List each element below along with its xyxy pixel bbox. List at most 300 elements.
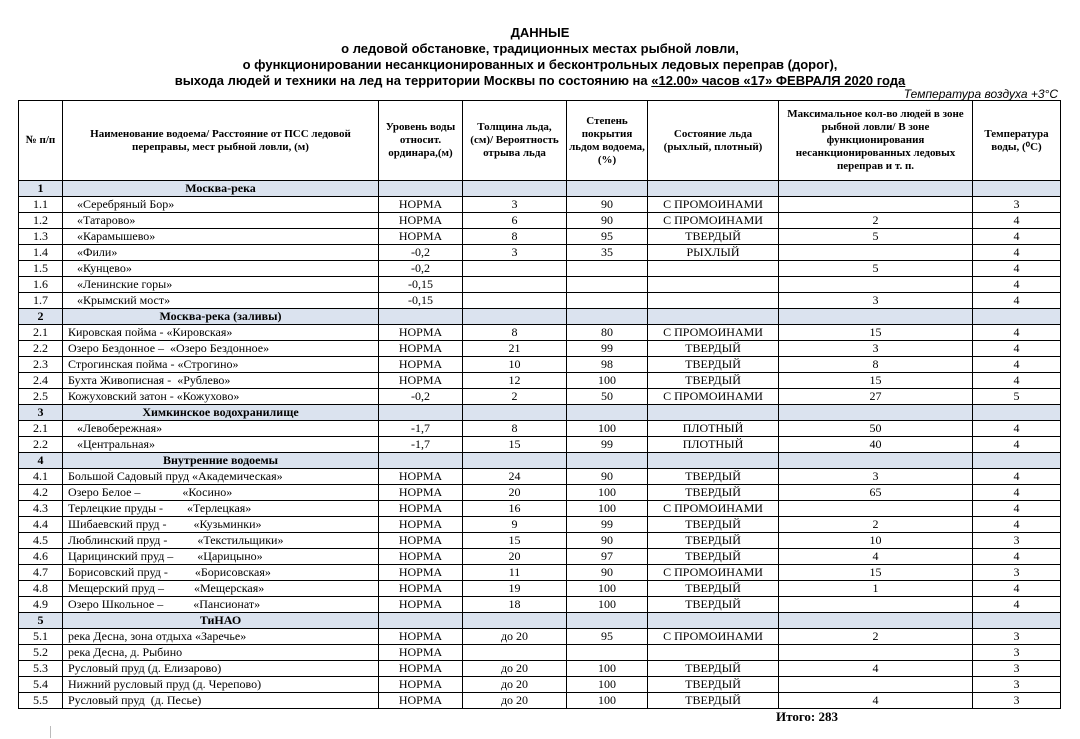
row-level: -1,7 xyxy=(379,437,463,453)
row-thickness: 24 xyxy=(463,469,567,485)
row-thickness: 15 xyxy=(463,533,567,549)
row-level: НОРМА xyxy=(379,693,463,709)
row-thickness: 8 xyxy=(463,229,567,245)
section-cell xyxy=(973,309,1061,325)
row-water-temp: 4 xyxy=(973,245,1061,261)
table-row xyxy=(19,197,1061,213)
row-name: «Крымский мост» xyxy=(63,293,379,309)
row-state: С ПРОМОИНАМИ xyxy=(648,325,779,341)
row-state: ТВЕРДЫЙ xyxy=(648,485,779,501)
table-row xyxy=(19,469,1061,485)
row-coverage: 90 xyxy=(567,197,648,213)
row-name: Терлецкие пруды - «Терлецкая» xyxy=(63,501,379,517)
row-state: ТВЕРДЫЙ xyxy=(648,533,779,549)
section-cell xyxy=(648,309,779,325)
row-level: НОРМА xyxy=(379,629,463,645)
row-thickness: 19 xyxy=(463,581,567,597)
section-cell xyxy=(779,181,973,197)
section-row xyxy=(19,453,1061,469)
row-people: 4 xyxy=(779,661,973,677)
row-name: река Десна, зона отдыха «Заречье» xyxy=(63,629,379,645)
row-people: 4 xyxy=(779,549,973,565)
section-row xyxy=(19,181,1061,197)
page-edge-mark xyxy=(50,726,51,738)
section-title: Москва-река (заливы) xyxy=(63,309,379,325)
row-state: ПЛОТНЫЙ xyxy=(648,421,779,437)
section-num: 4 xyxy=(19,453,63,469)
row-coverage: 100 xyxy=(567,581,648,597)
row-coverage: 50 xyxy=(567,389,648,405)
row-thickness: 20 xyxy=(463,485,567,501)
row-state: ТВЕРДЫЙ xyxy=(648,677,779,693)
row-state: С ПРОМОИНАМИ xyxy=(648,501,779,517)
row-water-temp: 3 xyxy=(973,533,1061,549)
row-state xyxy=(648,645,779,661)
section-cell xyxy=(379,613,463,629)
row-water-temp: 3 xyxy=(973,677,1061,693)
section-cell xyxy=(973,453,1061,469)
section-cell xyxy=(463,405,567,421)
row-thickness: 21 xyxy=(463,341,567,357)
row-num: 4.7 xyxy=(19,565,63,581)
row-level: НОРМА xyxy=(379,325,463,341)
row-level: НОРМА xyxy=(379,565,463,581)
row-coverage xyxy=(567,277,648,293)
row-water-temp: 4 xyxy=(973,229,1061,245)
row-num: 1.6 xyxy=(19,277,63,293)
row-people: 2 xyxy=(779,213,973,229)
table-row xyxy=(19,245,1061,261)
row-thickness: до 20 xyxy=(463,677,567,693)
row-thickness: 3 xyxy=(463,197,567,213)
row-name: «Карамышево» xyxy=(63,229,379,245)
table-row xyxy=(19,293,1061,309)
table-row xyxy=(19,581,1061,597)
section-cell xyxy=(463,181,567,197)
row-water-temp: 3 xyxy=(973,693,1061,709)
row-name: Строгинская пойма - «Строгино» xyxy=(63,357,379,373)
row-thickness: 2 xyxy=(463,389,567,405)
section-cell xyxy=(648,181,779,197)
row-coverage: 95 xyxy=(567,629,648,645)
row-num: 4.8 xyxy=(19,581,63,597)
row-people: 65 xyxy=(779,485,973,501)
row-num: 2.4 xyxy=(19,373,63,389)
row-name: Озеро Белое – «Косино» xyxy=(63,485,379,501)
table-row xyxy=(19,229,1061,245)
section-cell xyxy=(973,613,1061,629)
row-name: «Центральная» xyxy=(63,437,379,453)
row-water-temp: 4 xyxy=(973,277,1061,293)
row-level: -0,2 xyxy=(379,389,463,405)
col-header-people: Максимальное кол-во людей в зоне рыбной ловли/ В зоне функционирования несанкционированных ледовых переправ и т. п. xyxy=(779,101,973,181)
row-thickness: до 20 xyxy=(463,629,567,645)
section-cell xyxy=(779,453,973,469)
row-state: ТВЕРДЫЙ xyxy=(648,581,779,597)
row-thickness: 10 xyxy=(463,357,567,373)
row-num: 5.3 xyxy=(19,661,63,677)
row-water-temp: 4 xyxy=(973,373,1061,389)
table-row xyxy=(19,661,1061,677)
table-row xyxy=(19,629,1061,645)
row-water-temp: 4 xyxy=(973,261,1061,277)
section-cell xyxy=(973,405,1061,421)
row-name: Большой Садовый пруд «Академическая» xyxy=(63,469,379,485)
row-level: НОРМА xyxy=(379,485,463,501)
col-header-level: Уровень воды относит. ординара,(м) xyxy=(379,101,463,181)
row-water-temp: 4 xyxy=(973,485,1061,501)
section-num: 2 xyxy=(19,309,63,325)
section-cell xyxy=(379,309,463,325)
row-level: -0,2 xyxy=(379,261,463,277)
table-row xyxy=(19,357,1061,373)
section-cell xyxy=(463,309,567,325)
section-cell xyxy=(379,181,463,197)
doc-subtitle-1: о ледовой обстановке, традиционных местах рыбной ловли, xyxy=(341,41,739,56)
table-row xyxy=(19,645,1061,661)
row-level: НОРМА xyxy=(379,661,463,677)
table-row xyxy=(19,261,1061,277)
section-cell xyxy=(973,181,1061,197)
row-thickness: 8 xyxy=(463,421,567,437)
row-people: 15 xyxy=(779,565,973,581)
table-header-row xyxy=(19,101,1061,181)
row-state xyxy=(648,277,779,293)
row-water-temp: 4 xyxy=(973,325,1061,341)
row-num: 2.2 xyxy=(19,341,63,357)
row-water-temp: 4 xyxy=(973,357,1061,373)
row-water-temp: 4 xyxy=(973,581,1061,597)
row-name: «Серебряный Бор» xyxy=(63,197,379,213)
row-coverage: 90 xyxy=(567,469,648,485)
row-level: НОРМА xyxy=(379,229,463,245)
row-name: «Левобережная» xyxy=(63,421,379,437)
row-people: 2 xyxy=(779,517,973,533)
table-row xyxy=(19,373,1061,389)
doc-date: «12.00» часов «17» ФЕВРАЛЯ 2020 года xyxy=(651,73,906,88)
row-name: Кожуховский затон - «Кожухово» xyxy=(63,389,379,405)
row-water-temp: 4 xyxy=(973,469,1061,485)
section-cell xyxy=(567,405,648,421)
row-people xyxy=(779,501,973,517)
row-water-temp: 5 xyxy=(973,389,1061,405)
col-header-water-temp: Температура воды, (⁰С) xyxy=(973,101,1061,181)
row-num: 4.1 xyxy=(19,469,63,485)
row-name: «Кунцево» xyxy=(63,261,379,277)
row-num: 4.9 xyxy=(19,597,63,613)
row-level: НОРМА xyxy=(379,581,463,597)
row-num: 1.1 xyxy=(19,197,63,213)
row-people: 1 xyxy=(779,581,973,597)
row-coverage: 90 xyxy=(567,213,648,229)
row-name: Кировская пойма - «Кировская» xyxy=(63,325,379,341)
row-num: 2.1 xyxy=(19,325,63,341)
section-cell xyxy=(648,453,779,469)
row-state: РЫХЛЫЙ xyxy=(648,245,779,261)
row-people: 27 xyxy=(779,389,973,405)
section-cell xyxy=(567,613,648,629)
row-people: 10 xyxy=(779,533,973,549)
row-level: НОРМА xyxy=(379,197,463,213)
row-level: -1,7 xyxy=(379,421,463,437)
section-cell xyxy=(648,405,779,421)
section-row xyxy=(19,405,1061,421)
table-row xyxy=(19,437,1061,453)
row-num: 5.4 xyxy=(19,677,63,693)
row-state: С ПРОМОИНАМИ xyxy=(648,565,779,581)
row-state: С ПРОМОИНАМИ xyxy=(648,629,779,645)
row-people xyxy=(779,597,973,613)
row-name: река Десна, д. Рыбино xyxy=(63,645,379,661)
doc-title: ДАННЫЕ xyxy=(510,25,570,40)
row-name: «Ленинские горы» xyxy=(63,277,379,293)
section-cell xyxy=(648,613,779,629)
row-people: 4 xyxy=(779,693,973,709)
row-coverage: 99 xyxy=(567,437,648,453)
row-people: 3 xyxy=(779,469,973,485)
row-coverage: 100 xyxy=(567,597,648,613)
row-thickness: до 20 xyxy=(463,693,567,709)
row-coverage: 99 xyxy=(567,341,648,357)
row-people: 3 xyxy=(779,341,973,357)
total-count: Итого: 283 xyxy=(776,709,838,724)
doc-subtitle-prefix: выхода людей и техники на лед на территории Москвы по состоянию на xyxy=(174,73,652,88)
row-name: Царицинский пруд – «Царицыно» xyxy=(63,549,379,565)
table-row xyxy=(19,325,1061,341)
row-people xyxy=(779,245,973,261)
table-row xyxy=(19,597,1061,613)
row-thickness: 15 xyxy=(463,437,567,453)
section-num: 3 xyxy=(19,405,63,421)
row-thickness: 18 xyxy=(463,597,567,613)
row-name: Озеро Бездонное – «Озеро Бездонное» xyxy=(63,341,379,357)
section-cell xyxy=(379,405,463,421)
row-name: Бухта Живописная - «Рублево» xyxy=(63,373,379,389)
row-thickness: 11 xyxy=(463,565,567,581)
row-thickness xyxy=(463,645,567,661)
row-num: 5.5 xyxy=(19,693,63,709)
row-level: НОРМА xyxy=(379,357,463,373)
row-thickness: 6 xyxy=(463,213,567,229)
row-thickness xyxy=(463,261,567,277)
row-people: 15 xyxy=(779,325,973,341)
row-coverage: 90 xyxy=(567,565,648,581)
row-num: 4.5 xyxy=(19,533,63,549)
table-row xyxy=(19,677,1061,693)
row-name: Озеро Школьное – «Пансионат» xyxy=(63,597,379,613)
row-num: 1.2 xyxy=(19,213,63,229)
row-level: НОРМА xyxy=(379,213,463,229)
row-people xyxy=(779,645,973,661)
row-coverage: 95 xyxy=(567,229,648,245)
col-header-name: Наименование водоема/ Расстояние от ПСС ледовой переправы, мест рыбной ловли, (м) xyxy=(63,101,379,181)
row-water-temp: 4 xyxy=(973,437,1061,453)
row-water-temp: 3 xyxy=(973,645,1061,661)
row-water-temp: 4 xyxy=(973,213,1061,229)
row-state: ТВЕРДЫЙ xyxy=(648,373,779,389)
row-people: 3 xyxy=(779,293,973,309)
row-thickness: 12 xyxy=(463,373,567,389)
row-water-temp: 3 xyxy=(973,661,1061,677)
row-thickness: 8 xyxy=(463,325,567,341)
row-people xyxy=(779,677,973,693)
row-state: ТВЕРДЫЙ xyxy=(648,517,779,533)
row-coverage: 100 xyxy=(567,485,648,501)
row-people: 40 xyxy=(779,437,973,453)
row-num: 5.1 xyxy=(19,629,63,645)
col-header-coverage: Степень покрытия льдом водоема,(%) xyxy=(567,101,648,181)
row-water-temp: 3 xyxy=(973,629,1061,645)
row-num: 4.2 xyxy=(19,485,63,501)
row-state xyxy=(648,261,779,277)
table-row xyxy=(19,277,1061,293)
section-cell xyxy=(779,309,973,325)
row-name: «Татарово» xyxy=(63,213,379,229)
row-state: ТВЕРДЫЙ xyxy=(648,357,779,373)
row-thickness: 9 xyxy=(463,517,567,533)
row-num: 4.4 xyxy=(19,517,63,533)
row-coverage: 98 xyxy=(567,357,648,373)
row-state: ТВЕРДЫЙ xyxy=(648,341,779,357)
row-coverage: 100 xyxy=(567,677,648,693)
row-coverage: 100 xyxy=(567,693,648,709)
row-num: 1.3 xyxy=(19,229,63,245)
row-coverage: 90 xyxy=(567,533,648,549)
row-people: 5 xyxy=(779,229,973,245)
row-state: ТВЕРДЫЙ xyxy=(648,469,779,485)
row-num: 4.6 xyxy=(19,549,63,565)
row-level: НОРМА xyxy=(379,549,463,565)
section-num: 5 xyxy=(19,613,63,629)
section-title: ТиНАО xyxy=(63,613,379,629)
row-state: ТВЕРДЫЙ xyxy=(648,229,779,245)
row-thickness xyxy=(463,277,567,293)
row-thickness: 20 xyxy=(463,549,567,565)
row-level: -0,2 xyxy=(379,245,463,261)
row-level: -0,15 xyxy=(379,277,463,293)
row-coverage: 100 xyxy=(567,373,648,389)
row-people: 15 xyxy=(779,373,973,389)
row-people: 5 xyxy=(779,261,973,277)
row-water-temp: 4 xyxy=(973,293,1061,309)
section-cell xyxy=(567,181,648,197)
table-row xyxy=(19,389,1061,405)
row-coverage: 80 xyxy=(567,325,648,341)
row-thickness: 16 xyxy=(463,501,567,517)
section-num: 1 xyxy=(19,181,63,197)
row-name: Борисовский пруд - «Борисовская» xyxy=(63,565,379,581)
row-level: НОРМА xyxy=(379,517,463,533)
section-cell xyxy=(567,309,648,325)
table-row xyxy=(19,421,1061,437)
section-cell xyxy=(379,453,463,469)
section-cell xyxy=(463,613,567,629)
row-level: НОРМА xyxy=(379,645,463,661)
row-people: 2 xyxy=(779,629,973,645)
section-cell xyxy=(779,405,973,421)
section-cell xyxy=(463,453,567,469)
section-title: Химкинское водохранилище xyxy=(63,405,379,421)
section-row xyxy=(19,309,1061,325)
row-water-temp: 4 xyxy=(973,341,1061,357)
row-num: 2.5 xyxy=(19,389,63,405)
row-num: 4.3 xyxy=(19,501,63,517)
row-level: НОРМА xyxy=(379,373,463,389)
row-name: Русловый пруд (д. Песье) xyxy=(63,693,379,709)
row-level: НОРМА xyxy=(379,677,463,693)
row-name: Мещерский пруд – «Мещерская» xyxy=(63,581,379,597)
row-people xyxy=(779,277,973,293)
row-name: «Фили» xyxy=(63,245,379,261)
row-state xyxy=(648,293,779,309)
row-coverage xyxy=(567,645,648,661)
section-title: Москва-река xyxy=(63,181,379,197)
row-water-temp: 4 xyxy=(973,517,1061,533)
table-row xyxy=(19,485,1061,501)
row-coverage xyxy=(567,293,648,309)
row-num: 2.2 xyxy=(19,437,63,453)
col-header-num: № п/п xyxy=(19,101,63,181)
row-state: ТВЕРДЫЙ xyxy=(648,597,779,613)
row-coverage: 35 xyxy=(567,245,648,261)
row-water-temp: 4 xyxy=(973,597,1061,613)
table-row xyxy=(19,565,1061,581)
row-num: 1.5 xyxy=(19,261,63,277)
row-num: 2.3 xyxy=(19,357,63,373)
table-row xyxy=(19,693,1061,709)
row-name: Русловый пруд (д. Елизарово) xyxy=(63,661,379,677)
row-coverage: 100 xyxy=(567,661,648,677)
row-state: С ПРОМОИНАМИ xyxy=(648,197,779,213)
ice-data-table xyxy=(18,100,1061,709)
row-name: Нижний русловый пруд (д. Черепово) xyxy=(63,677,379,693)
row-name: Шибаевский пруд - «Кузьминки» xyxy=(63,517,379,533)
row-num: 1.7 xyxy=(19,293,63,309)
row-state: ТВЕРДЫЙ xyxy=(648,661,779,677)
doc-subtitle-2: о функционировании несанкционированных и бесконтрольных ледовых переправ (дорог), xyxy=(242,57,838,72)
table-row xyxy=(19,213,1061,229)
row-level: НОРМА xyxy=(379,597,463,613)
row-water-temp: 4 xyxy=(973,421,1061,437)
row-coverage: 99 xyxy=(567,517,648,533)
table-body xyxy=(19,181,1061,709)
row-state: ТВЕРДЫЙ xyxy=(648,549,779,565)
section-row xyxy=(19,613,1061,629)
row-people xyxy=(779,197,973,213)
row-state: С ПРОМОИНАМИ xyxy=(648,213,779,229)
row-state: ПЛОТНЫЙ xyxy=(648,437,779,453)
table-row xyxy=(19,533,1061,549)
row-coverage: 100 xyxy=(567,421,648,437)
row-coverage: 100 xyxy=(567,501,648,517)
row-level: НОРМА xyxy=(379,533,463,549)
table-row xyxy=(19,341,1061,357)
section-title: Внутренние водоемы xyxy=(63,453,379,469)
table-row xyxy=(19,549,1061,565)
row-coverage: 97 xyxy=(567,549,648,565)
row-num: 2.1 xyxy=(19,421,63,437)
row-state: ТВЕРДЫЙ xyxy=(648,693,779,709)
row-water-temp: 3 xyxy=(973,565,1061,581)
row-people: 50 xyxy=(779,421,973,437)
row-level: -0,15 xyxy=(379,293,463,309)
col-header-thickness: Толщина льда, (см)/ Вероятность отрыва льда xyxy=(463,101,567,181)
air-temperature: Температура воздуха +3°С xyxy=(903,87,1058,101)
table-row xyxy=(19,517,1061,533)
row-state: С ПРОМОИНАМИ xyxy=(648,389,779,405)
row-water-temp: 4 xyxy=(973,549,1061,565)
col-header-state: Состояние льда (рыхлый, плотный) xyxy=(648,101,779,181)
